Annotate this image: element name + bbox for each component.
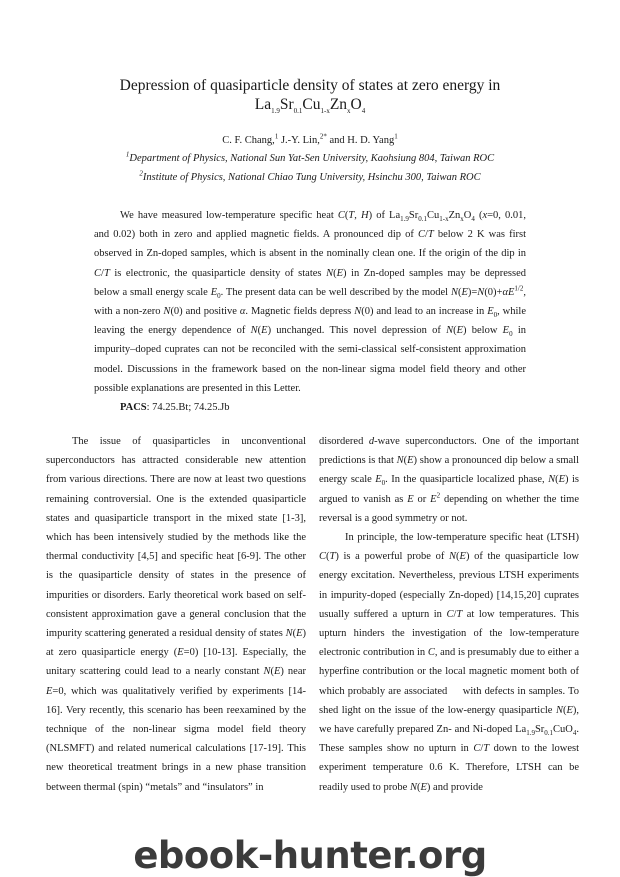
pacs-line: PACS: 74.25.Bt; 74.25.Jb	[120, 402, 230, 414]
paragraph: In principle, the low-temperature specific heat (LTSH) C(T) is a powerful probe of N(E) of the quasiparticle low energy excitation. Nevertheless, previous LTSH experiments in impurity-doped (especially Zn-doped) [14,15,20] cuprates usually suffered a upturn in C/T at low temperatures. This upturn hinders the investigation of the low-temperature electronic contribution in C, and is presumably due to either a hyperfine contribution or the local magnetic moment both of which probably are associated with defects in samples. To shed light on the issue of the low-energy quasiparticle N(E), we have carefully prepared Zn- and Ni-doped $La_{1.9}Sr_{0.1}CuO_4$. These samples show no upturn in C/T down to the lowest experiment temperature 0.6 K. Therefore, LTSH can be readily used to probe N(E) and provide	[319, 532, 580, 793]
body-column-left	[46, 432, 306, 797]
affiliation-2: $^2$Institute of Physics, National Chiao Tung University, Hsinchu 300, Taiwan ROC	[139, 169, 481, 183]
author-1: C. F. Chang,	[222, 135, 275, 146]
paragraph: disordered d-wave superconductors. One of the important predictions is that N(E) show a pronounced dip below a small energy scale $E_0$. In the quasiparticle localized phase, N(E) is argued to vanish as E or $E^2$ depending on whether the time reversal is a good symmetry or not.	[319, 436, 579, 524]
author-3: and H. D. Yang	[329, 135, 395, 146]
affiliation-1: $^1$Department of Physics, National Sun Yat-Sen University, Kaohsiung 804, Taiwan ROC	[125, 150, 495, 164]
body-column-right	[319, 432, 579, 797]
abstract	[94, 206, 526, 417]
author-2: J.-Y. Lin,	[280, 135, 320, 146]
watermark: ebook-hunter.org	[133, 834, 487, 877]
author-list: C. F. Chang,$^1$ J.-Y. Lin,$^{2*}$ and H. D. Yang$^1$	[222, 132, 398, 146]
paragraph: The issue of quasiparticles in unconventional superconductors has attracted considerable new attention from various directions. There are now at least two questions remaining controversial. One is the extended quasiparticle states and quasiparticle transport in the mixed state [1-3], which has been intensively studied by the methods like the thermal conductivity [4,5] and specific heat [6-9]. The other is the quasiparticle density of states in the presence of impurities or disorders. Early theoretical work based on self-consistent approximation gave a general conclusion that the impurity scattering generated a residual density of states N(E) at zero quasiparticle energy (E=0) [10-13]. Especially, the unitary scattering could lead to a nearly constant N(E) near E=0, which was qualitatively verified by experiments [14-16]. Very recently, this scenario has been reexamined by the technique of the non-linear sigma model field theory (NLSMFT) and related numerical calculations [17-19]. This new theoretical treatment brings in a new phase transition between thermal (spin) “metals” and “insulators” in	[46, 436, 306, 793]
paper-title	[0, 76, 620, 114]
abstract-text: We have measured low-temperature specific heat C(T, H) of $La_{1.9}Sr_{0.1}Cu_{1-x}Zn_xO_4$ (x=0, 0.01, and 0.02) both in zero and applied magnetic fields. A pronounced dip of C/T below 2 K was first observed in Zn-doped samples, which is absent in the nominally clean one. If the origin of the dip in C/T is electronic, the quasiparticle density of states N(E) in Zn-doped samples may be depressed below a small energy scale $E_0$. The present data can be well described by the model $N(E)=N(0)+\alpha E^{1/2}$, with a non-zero N(0) and positive α. Magnetic fields depress N(0) and lead to an increase in $E_0$, while leaving the energy dependence of N(E) unchanged. This novel depression of N(E) below $E_0$ in impurity–doped cuprates can not be reconciled with the semi-classical self-consistent approximation model. Discussions in the framework based on the non-linear sigma model field theory and other possible explanations are presented in this Letter.	[94, 210, 527, 394]
title-formula: $La_{1.9}Sr_{0.1}Cu_{1-x}Zn_xO_4$	[254, 96, 366, 116]
title-line-1: Depression of quasiparticle density of states at zero energy in	[119, 77, 501, 94]
